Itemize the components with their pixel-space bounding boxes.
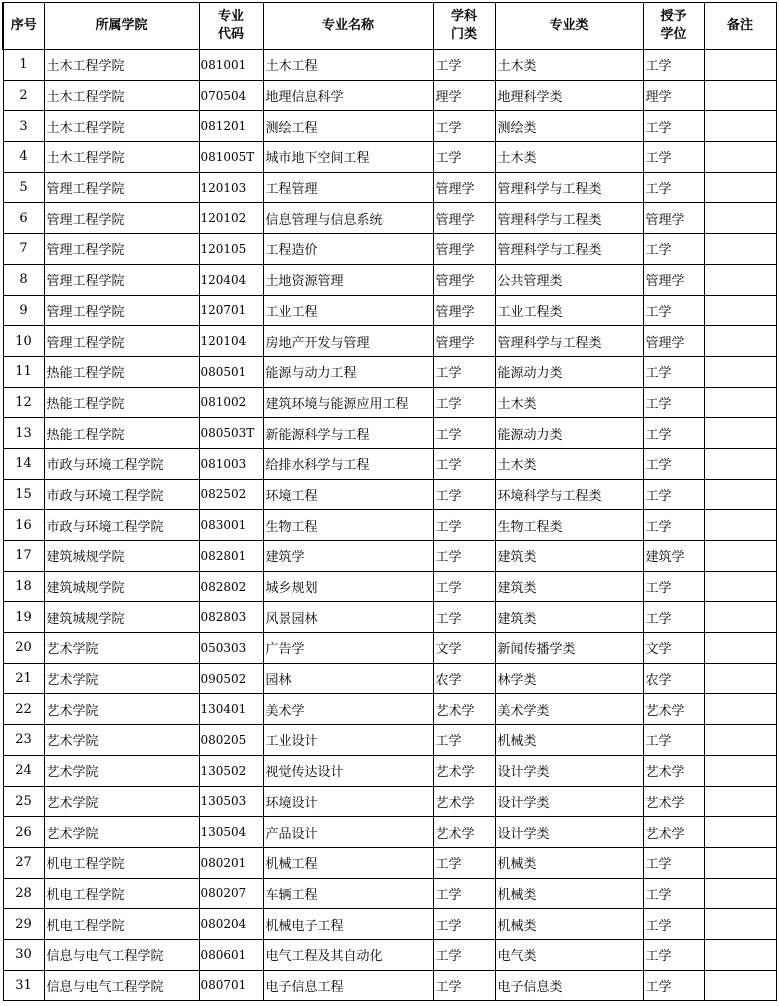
cell-major-class: 管理科学与工程类	[495, 326, 643, 357]
cell-degree: 工学	[643, 356, 704, 387]
cell-degree: 管理学	[643, 326, 704, 357]
cell-major-name: 城市地下空间工程	[263, 142, 433, 173]
cell-major-name: 机械工程	[263, 847, 433, 878]
cell-remarks	[704, 725, 776, 756]
cell-discipline: 工学	[433, 448, 495, 479]
header-major-name: 专业名称	[263, 3, 433, 50]
cell-college: 建筑城规学院	[44, 571, 199, 602]
cell-degree: 管理学	[643, 203, 704, 234]
cell-major-class: 公共管理类	[495, 264, 643, 295]
cell-major-name: 测绘工程	[263, 111, 433, 142]
cell-major-code: 120701	[199, 295, 263, 326]
cell-index: 4	[3, 142, 44, 173]
table-row	[3, 878, 776, 909]
cell-major-class: 环境科学与工程类	[495, 479, 643, 510]
cell-remarks	[704, 602, 776, 633]
cell-college: 土木工程学院	[44, 142, 199, 173]
table-row	[3, 510, 776, 541]
cell-index: 26	[3, 817, 44, 848]
table-row	[3, 111, 776, 142]
cell-index: 7	[3, 234, 44, 265]
cell-major-code: 081201	[199, 111, 263, 142]
cell-index: 18	[3, 571, 44, 602]
cell-discipline: 工学	[433, 725, 495, 756]
cell-remarks	[704, 326, 776, 357]
cell-degree: 工学	[643, 479, 704, 510]
table-row	[3, 264, 776, 295]
cell-remarks	[704, 264, 776, 295]
cell-discipline: 工学	[433, 111, 495, 142]
cell-college: 信息与电气工程学院	[44, 970, 199, 1001]
cell-index: 13	[3, 418, 44, 449]
header-major-code: 专业 代码	[199, 3, 263, 50]
cell-major-class: 测绘类	[495, 111, 643, 142]
cell-major-code: 080601	[199, 939, 263, 970]
cell-major-class: 建筑类	[495, 541, 643, 572]
cell-major-name: 房地产开发与管理	[263, 326, 433, 357]
cell-major-name: 城乡规划	[263, 571, 433, 602]
cell-major-code: 081002	[199, 387, 263, 418]
cell-degree: 工学	[643, 725, 704, 756]
cell-major-code: 120103	[199, 172, 263, 203]
cell-major-class: 能源动力类	[495, 418, 643, 449]
cell-degree: 工学	[643, 602, 704, 633]
table-row	[3, 847, 776, 878]
cell-index: 3	[3, 111, 44, 142]
cell-remarks	[704, 755, 776, 786]
cell-major-code: 070504	[199, 80, 263, 111]
cell-major-name: 视觉传达设计	[263, 755, 433, 786]
cell-degree: 农学	[643, 663, 704, 694]
cell-index: 25	[3, 786, 44, 817]
cell-major-class: 土木类	[495, 387, 643, 418]
cell-degree: 工学	[643, 234, 704, 265]
cell-degree: 工学	[643, 387, 704, 418]
cell-discipline: 文学	[433, 633, 495, 664]
cell-major-name: 车辆工程	[263, 878, 433, 909]
cell-major-class: 机械类	[495, 878, 643, 909]
table-row	[3, 418, 776, 449]
cell-discipline: 工学	[433, 878, 495, 909]
cell-major-name: 新能源科学与工程	[263, 418, 433, 449]
cell-index: 30	[3, 939, 44, 970]
cell-degree: 工学	[643, 448, 704, 479]
table-row	[3, 755, 776, 786]
cell-remarks	[704, 142, 776, 173]
cell-major-code: 081005T	[199, 142, 263, 173]
cell-major-class: 美术学类	[495, 694, 643, 725]
cell-major-code: 120104	[199, 326, 263, 357]
cell-major-code: 130503	[199, 786, 263, 817]
cell-degree: 工学	[643, 111, 704, 142]
cell-discipline: 工学	[433, 541, 495, 572]
header-remarks: 备注	[704, 3, 776, 50]
cell-college: 艺术学院	[44, 633, 199, 664]
cell-degree: 工学	[643, 418, 704, 449]
cell-degree: 艺术学	[643, 817, 704, 848]
cell-major-name: 建筑环境与能源应用工程	[263, 387, 433, 418]
cell-major-name: 地理信息科学	[263, 80, 433, 111]
cell-discipline: 管理学	[433, 234, 495, 265]
cell-index: 11	[3, 356, 44, 387]
cell-major-code: 083001	[199, 510, 263, 541]
cell-index: 28	[3, 878, 44, 909]
cell-major-class: 林学类	[495, 663, 643, 694]
cell-major-class: 电气类	[495, 939, 643, 970]
table-row	[3, 909, 776, 940]
cell-remarks	[704, 878, 776, 909]
cell-index: 9	[3, 295, 44, 326]
cell-remarks	[704, 295, 776, 326]
cell-college: 土木工程学院	[44, 50, 199, 81]
cell-college: 市政与环境工程学院	[44, 510, 199, 541]
cell-remarks	[704, 571, 776, 602]
cell-college: 机电工程学院	[44, 878, 199, 909]
cell-remarks	[704, 50, 776, 81]
header-row	[3, 3, 776, 50]
cell-major-class: 工业工程类	[495, 295, 643, 326]
table-row	[3, 663, 776, 694]
cell-remarks	[704, 510, 776, 541]
cell-discipline: 艺术学	[433, 694, 495, 725]
cell-degree: 艺术学	[643, 694, 704, 725]
cell-degree: 管理学	[643, 264, 704, 295]
cell-college: 艺术学院	[44, 725, 199, 756]
cell-major-name: 信息管理与信息系统	[263, 203, 433, 234]
cell-discipline: 管理学	[433, 203, 495, 234]
cell-remarks	[704, 172, 776, 203]
cell-major-name: 生物工程	[263, 510, 433, 541]
table-row	[3, 203, 776, 234]
cell-college: 热能工程学院	[44, 418, 199, 449]
cell-college: 土木工程学院	[44, 80, 199, 111]
cell-remarks	[704, 448, 776, 479]
cell-remarks	[704, 111, 776, 142]
cell-discipline: 工学	[433, 602, 495, 633]
cell-discipline: 艺术学	[433, 817, 495, 848]
cell-college: 热能工程学院	[44, 387, 199, 418]
cell-major-class: 新闻传播学类	[495, 633, 643, 664]
cell-remarks	[704, 663, 776, 694]
cell-discipline: 工学	[433, 939, 495, 970]
cell-degree: 工学	[643, 571, 704, 602]
cell-discipline: 工学	[433, 510, 495, 541]
cell-index: 22	[3, 694, 44, 725]
cell-discipline: 管理学	[433, 172, 495, 203]
cell-remarks	[704, 817, 776, 848]
cell-discipline: 农学	[433, 663, 495, 694]
cell-major-class: 管理科学与工程类	[495, 203, 643, 234]
cell-major-class: 电子信息类	[495, 970, 643, 1001]
cell-major-class: 机械类	[495, 725, 643, 756]
cell-major-name: 给排水科学与工程	[263, 448, 433, 479]
cell-major-code: 082803	[199, 602, 263, 633]
cell-major-code: 120105	[199, 234, 263, 265]
cell-major-class: 生物工程类	[495, 510, 643, 541]
cell-major-code: 080501	[199, 356, 263, 387]
cell-major-code: 081001	[199, 50, 263, 81]
cell-major-code: 080201	[199, 847, 263, 878]
cell-major-class: 管理科学与工程类	[495, 234, 643, 265]
cell-college: 管理工程学院	[44, 264, 199, 295]
cell-discipline: 管理学	[433, 326, 495, 357]
table-row	[3, 172, 776, 203]
cell-major-name: 土地资源管理	[263, 264, 433, 295]
cell-discipline: 理学	[433, 80, 495, 111]
cell-major-class: 地理科学类	[495, 80, 643, 111]
cell-index: 15	[3, 479, 44, 510]
cell-college: 市政与环境工程学院	[44, 448, 199, 479]
cell-remarks	[704, 633, 776, 664]
cell-college: 艺术学院	[44, 663, 199, 694]
cell-index: 31	[3, 970, 44, 1001]
table-row	[3, 970, 776, 1001]
cell-degree: 工学	[643, 970, 704, 1001]
cell-discipline: 管理学	[433, 295, 495, 326]
cell-college: 建筑城规学院	[44, 602, 199, 633]
cell-remarks	[704, 939, 776, 970]
cell-major-name: 土木工程	[263, 50, 433, 81]
cell-college: 管理工程学院	[44, 172, 199, 203]
cell-major-name: 电子信息工程	[263, 970, 433, 1001]
cell-major-code: 082801	[199, 541, 263, 572]
cell-discipline: 工学	[433, 387, 495, 418]
cell-degree: 建筑学	[643, 541, 704, 572]
cell-major-code: 080205	[199, 725, 263, 756]
cell-major-name: 工业工程	[263, 295, 433, 326]
cell-major-code: 082802	[199, 571, 263, 602]
cell-index: 19	[3, 602, 44, 633]
cell-college: 管理工程学院	[44, 295, 199, 326]
cell-discipline: 工学	[433, 50, 495, 81]
cell-college: 艺术学院	[44, 694, 199, 725]
cell-index: 21	[3, 663, 44, 694]
cell-college: 艺术学院	[44, 786, 199, 817]
cell-major-code: 090502	[199, 663, 263, 694]
cell-remarks	[704, 786, 776, 817]
cell-degree: 工学	[643, 295, 704, 326]
cell-major-name: 工程造价	[263, 234, 433, 265]
cell-major-class: 机械类	[495, 909, 643, 940]
header-degree: 授予 学位	[643, 3, 704, 50]
cell-degree: 理学	[643, 80, 704, 111]
cell-major-class: 土木类	[495, 142, 643, 173]
cell-major-class: 土木类	[495, 50, 643, 81]
cell-major-name: 环境工程	[263, 479, 433, 510]
cell-remarks	[704, 970, 776, 1001]
cell-discipline: 工学	[433, 909, 495, 940]
table-row	[3, 326, 776, 357]
cell-index: 6	[3, 203, 44, 234]
cell-index: 16	[3, 510, 44, 541]
header-index: 序号	[3, 3, 44, 50]
cell-discipline: 艺术学	[433, 786, 495, 817]
cell-remarks	[704, 356, 776, 387]
table-row	[3, 939, 776, 970]
cell-degree: 艺术学	[643, 755, 704, 786]
cell-college: 艺术学院	[44, 817, 199, 848]
header-college: 所属学院	[44, 3, 199, 50]
cell-degree: 工学	[643, 142, 704, 173]
cell-discipline: 工学	[433, 479, 495, 510]
cell-college: 艺术学院	[44, 755, 199, 786]
cell-major-name: 环境设计	[263, 786, 433, 817]
cell-major-name: 建筑学	[263, 541, 433, 572]
cell-index: 29	[3, 909, 44, 940]
table-row	[3, 50, 776, 81]
table-row	[3, 356, 776, 387]
cell-major-code: 130502	[199, 755, 263, 786]
cell-remarks	[704, 80, 776, 111]
cell-discipline: 工学	[433, 571, 495, 602]
cell-remarks	[704, 203, 776, 234]
cell-degree: 工学	[643, 510, 704, 541]
cell-remarks	[704, 387, 776, 418]
cell-major-class: 设计学类	[495, 817, 643, 848]
cell-discipline: 工学	[433, 970, 495, 1001]
cell-college: 市政与环境工程学院	[44, 479, 199, 510]
cell-degree: 文学	[643, 633, 704, 664]
cell-major-code: 120102	[199, 203, 263, 234]
table-row	[3, 80, 776, 111]
cell-major-code: 080204	[199, 909, 263, 940]
table-row	[3, 725, 776, 756]
cell-discipline: 艺术学	[433, 755, 495, 786]
cell-major-class: 管理科学与工程类	[495, 172, 643, 203]
cell-major-name: 美术学	[263, 694, 433, 725]
cell-index: 8	[3, 264, 44, 295]
cell-major-name: 园林	[263, 663, 433, 694]
cell-major-name: 机械电子工程	[263, 909, 433, 940]
cell-degree: 工学	[643, 847, 704, 878]
cell-degree: 工学	[643, 909, 704, 940]
cell-college: 机电工程学院	[44, 909, 199, 940]
cell-major-class: 土木类	[495, 448, 643, 479]
table-row	[3, 571, 776, 602]
cell-college: 机电工程学院	[44, 847, 199, 878]
cell-major-name: 产品设计	[263, 817, 433, 848]
table-row	[3, 142, 776, 173]
cell-major-class: 建筑类	[495, 571, 643, 602]
table-row	[3, 541, 776, 572]
cell-index: 12	[3, 387, 44, 418]
cell-major-name: 工业设计	[263, 725, 433, 756]
cell-major-name: 工程管理	[263, 172, 433, 203]
table-row	[3, 602, 776, 633]
table-row	[3, 479, 776, 510]
table-row	[3, 694, 776, 725]
header-discipline: 学科 门类	[433, 3, 495, 50]
cell-major-class: 设计学类	[495, 755, 643, 786]
cell-index: 23	[3, 725, 44, 756]
cell-discipline: 管理学	[433, 264, 495, 295]
cell-major-class: 能源动力类	[495, 356, 643, 387]
cell-discipline: 工学	[433, 418, 495, 449]
cell-college: 信息与电气工程学院	[44, 939, 199, 970]
table-row	[3, 786, 776, 817]
table-row	[3, 633, 776, 664]
cell-degree: 艺术学	[643, 786, 704, 817]
table-row	[3, 817, 776, 848]
cell-major-class: 机械类	[495, 847, 643, 878]
cell-major-code: 080207	[199, 878, 263, 909]
cell-major-name: 广告学	[263, 633, 433, 664]
cell-degree: 工学	[643, 939, 704, 970]
cell-major-code: 130401	[199, 694, 263, 725]
cell-college: 管理工程学院	[44, 234, 199, 265]
cell-major-code: 081003	[199, 448, 263, 479]
cell-major-code: 120404	[199, 264, 263, 295]
majors-table	[2, 2, 777, 1001]
cell-major-class: 设计学类	[495, 786, 643, 817]
table-row	[3, 448, 776, 479]
cell-major-code: 080503T	[199, 418, 263, 449]
cell-college: 管理工程学院	[44, 326, 199, 357]
cell-index: 17	[3, 541, 44, 572]
cell-major-name: 电气工程及其自动化	[263, 939, 433, 970]
cell-major-name: 能源与动力工程	[263, 356, 433, 387]
cell-college: 建筑城规学院	[44, 541, 199, 572]
table-row	[3, 387, 776, 418]
cell-index: 24	[3, 755, 44, 786]
cell-remarks	[704, 847, 776, 878]
cell-remarks	[704, 541, 776, 572]
cell-degree: 工学	[643, 50, 704, 81]
table-row	[3, 234, 776, 265]
cell-college: 热能工程学院	[44, 356, 199, 387]
cell-major-code: 080701	[199, 970, 263, 1001]
cell-remarks	[704, 694, 776, 725]
cell-index: 27	[3, 847, 44, 878]
cell-index: 10	[3, 326, 44, 357]
cell-college: 土木工程学院	[44, 111, 199, 142]
header-major-class: 专业类	[495, 3, 643, 50]
cell-major-code: 130504	[199, 817, 263, 848]
cell-remarks	[704, 418, 776, 449]
cell-index: 20	[3, 633, 44, 664]
cell-remarks	[704, 479, 776, 510]
cell-discipline: 工学	[433, 142, 495, 173]
cell-remarks	[704, 234, 776, 265]
cell-index: 14	[3, 448, 44, 479]
cell-index: 2	[3, 80, 44, 111]
cell-degree: 工学	[643, 172, 704, 203]
cell-remarks	[704, 909, 776, 940]
cell-college: 管理工程学院	[44, 203, 199, 234]
cell-major-code: 050303	[199, 633, 263, 664]
cell-degree: 工学	[643, 878, 704, 909]
cell-index: 5	[3, 172, 44, 203]
cell-major-class: 建筑类	[495, 602, 643, 633]
table-row	[3, 295, 776, 326]
cell-major-name: 风景园林	[263, 602, 433, 633]
cell-discipline: 工学	[433, 356, 495, 387]
cell-index: 1	[3, 50, 44, 81]
cell-major-code: 082502	[199, 479, 263, 510]
cell-discipline: 工学	[433, 847, 495, 878]
